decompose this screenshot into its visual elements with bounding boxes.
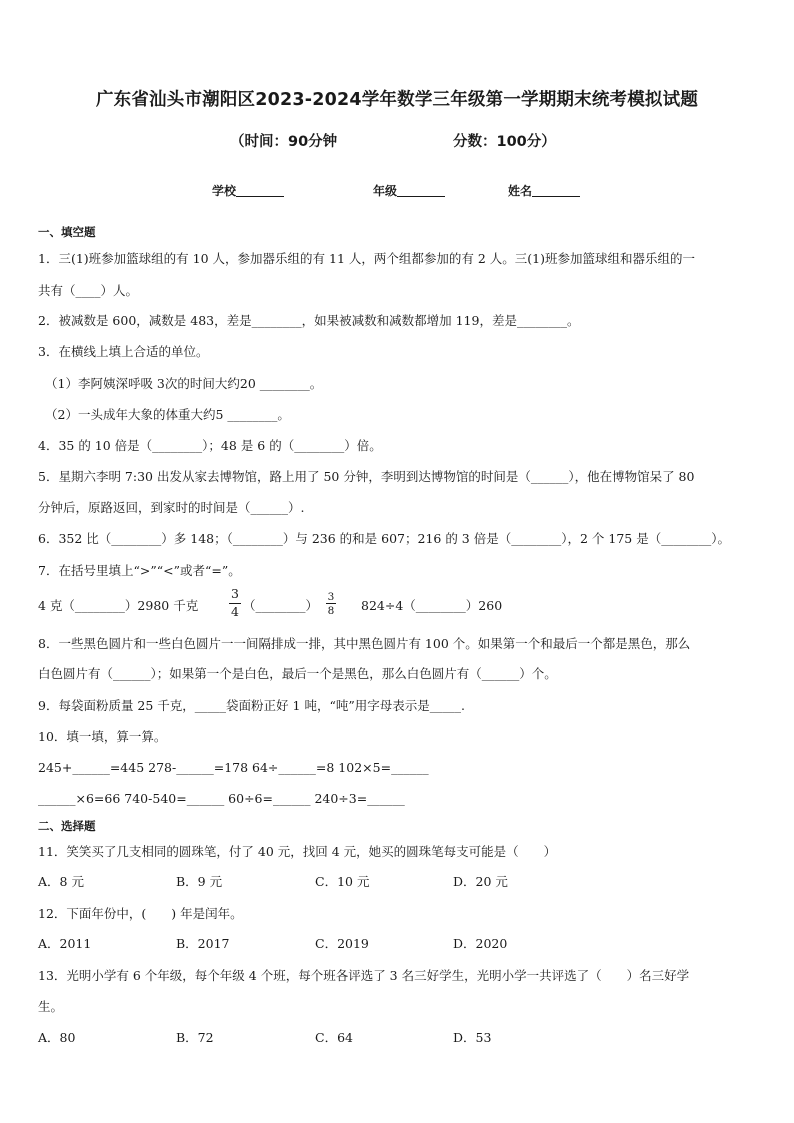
fraction-3-8-numerator: 3 bbox=[327, 591, 335, 603]
question-11-option-a: A．8 元 bbox=[38, 874, 84, 889]
question-13-option-c: C．64 bbox=[315, 1030, 353, 1045]
grade-field bbox=[373, 182, 445, 199]
question-11-option-b: B．9 元 bbox=[176, 874, 223, 889]
question-7-part-c: 824÷4（________）260 bbox=[361, 598, 503, 613]
question-7-part-b: （________） bbox=[243, 598, 319, 613]
exam-score: 分数：100分） bbox=[453, 134, 556, 150]
fraction-3-4-denominator: 4 bbox=[231, 604, 239, 619]
name-label: 姓名 bbox=[508, 184, 533, 198]
question-2: 2．被减数是 600，减数是 483，差是________，如果被减数和减数都增加 119，差是________。 bbox=[38, 313, 580, 328]
question-5-line-2: 分钟后，原路返回，到家时的时间是（______）. bbox=[38, 500, 305, 515]
question-8-line-1: 8．一些黑色圆片和一些白色圆片一一间隔排成一排，其中黑色圆片有 100 个。如果第一个和最后一个都是黑色，那么 bbox=[38, 636, 691, 651]
exam-title: 广东省汕头市潮阳区2023-2024学年数学三年级第一学期期末统考模拟试题 bbox=[95, 90, 699, 110]
grade-label: 年级 bbox=[373, 184, 398, 198]
section-fill-in: 一、填空题 bbox=[38, 225, 96, 239]
section-multiple-choice: 二、选择题 bbox=[38, 819, 96, 833]
school-label: 学校 bbox=[212, 184, 237, 198]
question-7-part-a: 4 克（________）2980 千克 bbox=[38, 598, 199, 613]
question-12-option-b: B．2017 bbox=[176, 936, 230, 951]
school-blank bbox=[236, 184, 284, 197]
fraction-3-8-denominator: 8 bbox=[327, 605, 335, 617]
question-13-line-2: 生。 bbox=[38, 999, 64, 1014]
question-10: 10．填一填，算一算。 bbox=[38, 729, 167, 744]
name-blank bbox=[532, 184, 580, 197]
question-7: 7．在括号里填上“>”“<”或者“=”。 bbox=[38, 563, 241, 578]
question-12-option-d: D．2020 bbox=[453, 936, 508, 951]
question-4: 4．35 的 10 倍是（________）；48 是 6 的（________）倍。 bbox=[38, 438, 382, 453]
question-13-option-d: D．53 bbox=[453, 1030, 492, 1045]
question-12-option-c: C．2019 bbox=[315, 936, 369, 951]
question-13-line-1: 13．光明小学有 6 个年级，每个年级 4 个班，每个班各评选了 3 名三好学生，光明小学一共评选了（ ）名三好学 bbox=[38, 968, 690, 983]
school-field bbox=[212, 182, 284, 199]
question-8-line-2: 白色圆片有（______）；如果第一个是白色，最后一个是黑色，那么白色圆片有（______）个。 bbox=[38, 666, 557, 681]
question-11: 11．笑笑买了几支相同的圆珠笔，付了 40 元，找回 4 元，她买的圆珠笔每支可能是（ ） bbox=[38, 844, 557, 859]
question-5-line-1: 5．星期六李明 7:30 出发从家去博物馆，路上用了 50 分钟，李明到达博物馆的时间是（______），他在博物馆呆了 80 bbox=[38, 469, 695, 484]
question-12-option-a: A．2011 bbox=[38, 936, 92, 951]
question-10-row-1: 245+______=445 278-______=178 64÷______=8 102×5=______ bbox=[38, 760, 429, 775]
question-3: 3．在横线上填上合适的单位。 bbox=[38, 344, 209, 359]
question-3-1: （1）李阿姨深呼吸 3次的时间大约20 ________。 bbox=[45, 376, 323, 391]
question-11-option-c: C．10 元 bbox=[315, 874, 370, 889]
question-10-row-2: ______×6=66 740-540=______ 60÷6=______ 240÷3=______ bbox=[38, 791, 405, 806]
exam-time: （时间：90分钟 bbox=[230, 134, 338, 150]
question-13-option-a: A．80 bbox=[38, 1030, 76, 1045]
question-6: 6．352 比（________）多 148；（________）与 236 的和是 607；216 的 3 倍是（________），2 个 175 是（________）。 bbox=[38, 531, 730, 546]
question-13-option-b: B．72 bbox=[176, 1030, 214, 1045]
name-field bbox=[508, 182, 580, 199]
question-1-line-1: 1．三(1)班参加篮球组的有 10 人，参加器乐组的有 11 人，两个组都参加的有 2 人。三(1)班参加篮球组和器乐组的一 bbox=[38, 251, 695, 266]
question-12: 12．下面年份中，( ) 年是闰年。 bbox=[38, 906, 243, 921]
question-1-line-2: 共有（____）人。 bbox=[38, 283, 139, 298]
fraction-3-4-numerator: 3 bbox=[231, 586, 239, 601]
question-9: 9．每袋面粉质量 25 千克，_____袋面粉正好 1 吨，“吨”用字母表示是_____. bbox=[38, 698, 465, 713]
question-3-2: （2）一头成年大象的体重大约5 ________。 bbox=[45, 407, 290, 422]
grade-blank bbox=[397, 184, 445, 197]
question-11-option-d: D．20 元 bbox=[453, 874, 508, 889]
